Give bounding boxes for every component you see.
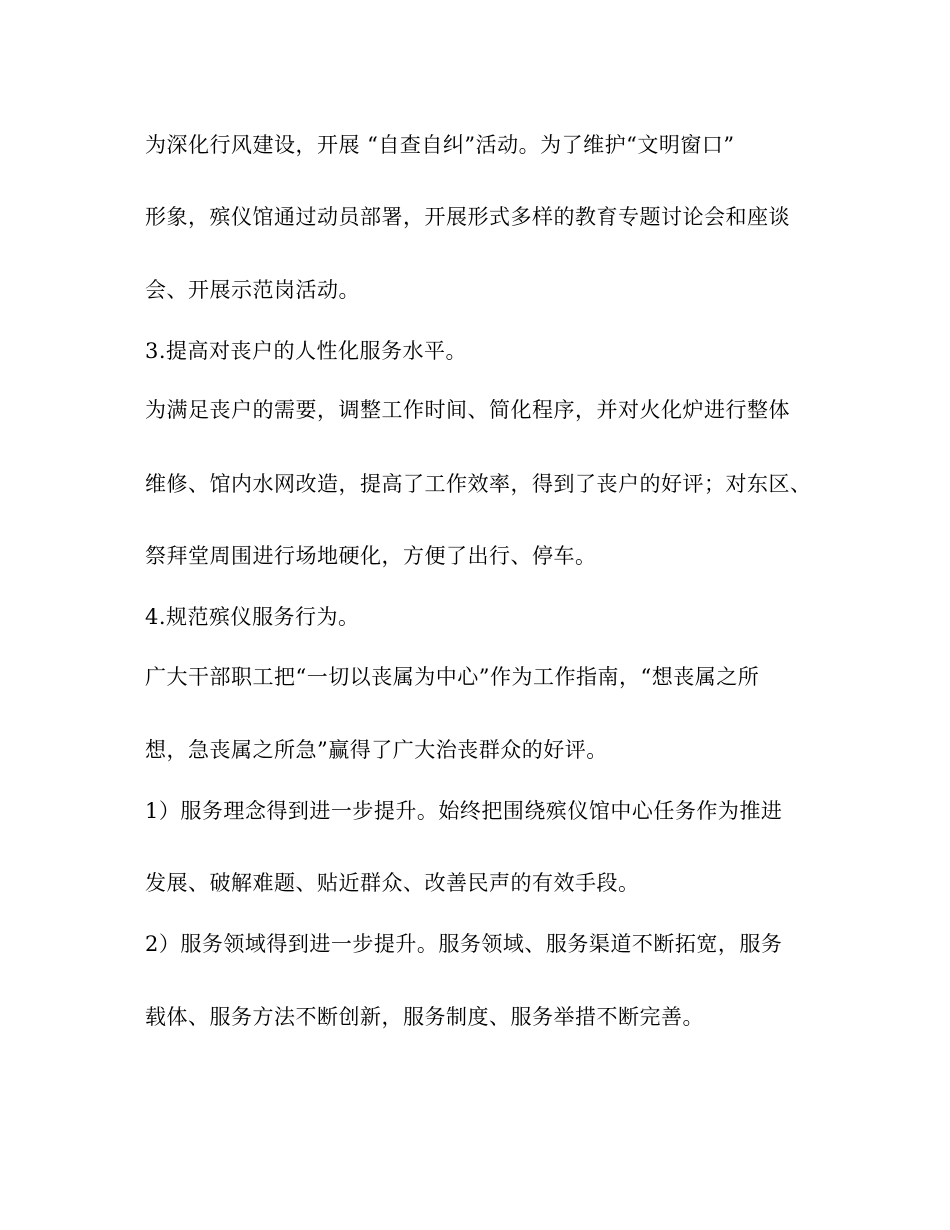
paragraph-line: 维修、馆内水网改造，提高了工作效率，得到了丧户的好评；对东区、 xyxy=(145,472,812,496)
list-item-line: 发展、破解难题、贴近群众、改善民声的有效手段。 xyxy=(145,871,640,895)
paragraph-line: 会、开展示范岗活动。 xyxy=(145,278,360,302)
section-heading: 4.规范殡仪服务行为。 xyxy=(145,605,360,629)
paragraph-line: 为深化行风建设，开展 “自查自纠”活动。为了维护“文明窗口” xyxy=(145,133,735,157)
list-item-line: 2）服务领域得到进一步提升。服务领域、服务渠道不断拓宽，服务 xyxy=(145,932,783,956)
paragraph-line: 为满足丧户的需要，调整工作时间、简化程序，并对火化炉进行整体 xyxy=(145,398,790,422)
paragraph-line: 形象，殡仪馆通过动员部署，开展形式多样的教育专题讨论会和座谈 xyxy=(145,205,790,229)
list-item-line: 载体、服务方法不断创新，服务制度、服务举措不断完善。 xyxy=(145,1005,704,1029)
paragraph-line: 想，急丧属之所急”赢得了广大治丧群众的好评。 xyxy=(145,738,608,762)
section-heading: 3.提高对丧户的人性化服务水平。 xyxy=(145,339,468,363)
paragraph-line: 祭拜堂周围进行场地硬化，方便了出行、停车。 xyxy=(145,544,597,568)
paragraph-line: 广大干部职工把“一切以丧属为中心”作为工作指南，“想丧属之所 xyxy=(145,665,760,689)
list-item-line: 1）服务理念得到进一步提升。始终把围绕殡仪馆中心任务作为推进 xyxy=(145,799,783,823)
